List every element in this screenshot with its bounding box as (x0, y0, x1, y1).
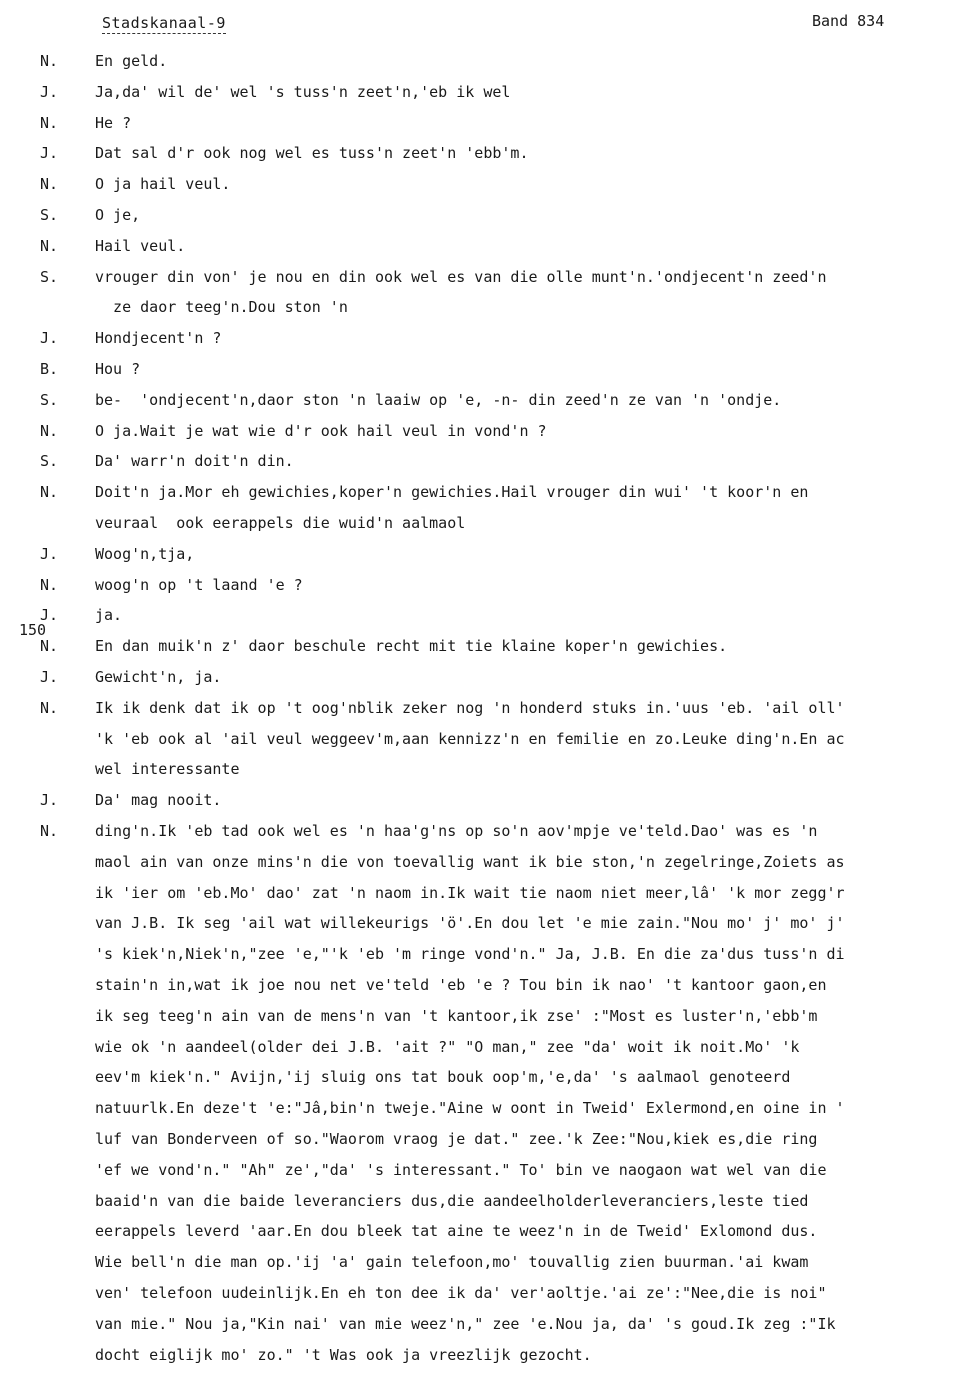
line-text: wie ok 'n aandeel(older dei J.B. 'ait ?" "O man," zee "da' woit ik noit.Mo' 'k (95, 1037, 800, 1056)
transcript-line (0, 77, 973, 107)
transcript-line (0, 1062, 973, 1092)
document-title: Stadskanaal-9 (102, 14, 226, 32)
margin-annotation: 150 (19, 621, 47, 639)
speaker-label: N. (40, 637, 59, 656)
line-text: O ja hail veul. (95, 175, 231, 194)
speaker-label: J. (40, 329, 59, 348)
transcript-line (0, 970, 973, 1000)
speaker-label: S. (40, 452, 59, 471)
speaker-label: J. (40, 144, 59, 163)
transcript-line (0, 908, 973, 938)
transcript-line (0, 570, 973, 600)
transcript-line (0, 292, 973, 322)
transcript-line (0, 262, 973, 292)
speaker-label: N. (40, 698, 59, 717)
line-text: wel interessante (95, 760, 240, 779)
line-text: luf van Bonderveen of so."Waorom vraog je dat." zee.'k Zee:"Nou,kiek es,die ring (95, 1130, 818, 1148)
transcript-line (0, 231, 973, 261)
line-text: En geld. (95, 52, 168, 70)
transcript-line (0, 878, 973, 908)
line-text: woog'n op 't laand 'e ? (95, 575, 303, 594)
transcript-line (0, 108, 973, 138)
speaker-label: J. (40, 668, 59, 686)
line-text: ik 'ier om 'eb.Mo' dao' zat 'n naom in.Ik wait tie naom niet meer,lâ' 'k mor zegg'r (95, 883, 845, 902)
line-text: ik seg teeg'n ain van de mens'n van 't kantoor,ik zse' :"Most es luster'n,'ebb'm (95, 1006, 818, 1025)
transcript-line (0, 1340, 973, 1370)
transcript-line (0, 1186, 973, 1216)
speaker-label: N. (40, 483, 59, 502)
speaker-label: N. (40, 175, 59, 194)
line-text: 'ef we vond'n." "Ah" ze',"da' 's interessant." To' bin ve naogaon wat wel van die (95, 1160, 827, 1179)
line-text: van J.B. Ik seg 'ail wat willekeurigs 'ö'.En dou let 'e mie zain."Nou mo' j' mo' j' (95, 914, 845, 933)
speaker-label: N. (40, 113, 59, 132)
transcript-line (0, 385, 973, 415)
speaker-label: N. (40, 421, 59, 440)
line-text: Hou ? (95, 360, 141, 378)
speaker-label: S. (40, 267, 59, 286)
line-text: ja. (95, 606, 123, 625)
transcript-line (0, 847, 973, 877)
speaker-label: J. (40, 544, 59, 563)
transcript-line (0, 785, 973, 815)
speaker-label: S. (40, 206, 59, 224)
line-text: Da' warr'n doit'n din. (95, 452, 294, 471)
line-text: maol ain van onze mins'n die von toevallig want ik bie ston,'n zegelringe,Zoiets as (95, 852, 845, 871)
line-text: 's kiek'n,Niek'n,"zee 'e,"'k 'eb 'm ringe vond'n." Ja, J.B. En die za'dus tuss'n di (95, 945, 845, 964)
speaker-label: J. (40, 606, 59, 625)
line-text: Dat sal d'r ook nog wel es tuss'n zeet'n 'ebb'm. (95, 144, 529, 163)
line-text: Da' mag nooit. (95, 791, 222, 810)
transcript-line (0, 477, 973, 507)
line-text: eev'm kiek'n." Avijn,'ij sluig ons tat bouk oop'm,'e,da' 's aalmaol genoteerd (95, 1068, 791, 1087)
transcript-line (0, 631, 973, 661)
line-text: Wie bell'n die man op.'ij 'a' gain telefoon,mo' touvallig zien buurman.'ai kwam (95, 1253, 809, 1272)
line-text: Gewicht'n, ja. (95, 668, 222, 686)
line-text: Ik ik denk dat ik op 't oog'nblik zeker nog 'n honderd stuks in.'uus 'eb. 'ail oll' (95, 698, 845, 717)
line-text: docht eiglijk mo' zo." 't Was ook ja vreezlijk gezocht. (95, 1345, 592, 1364)
speaker-label: N. (40, 575, 59, 594)
transcript-line (0, 724, 973, 754)
line-text: van mie." Nou ja,"Kin nai' van mie weez'n," zee 'e.Nou ja, da' 's goud.Ik zeg :"Ik (95, 1314, 836, 1333)
transcript-line (0, 1216, 973, 1246)
line-text: Hondjecent'n ? (95, 329, 222, 348)
line-text: veuraal ook eerappels die wuid'n aalmaol (95, 514, 466, 532)
transcript-line (0, 1309, 973, 1339)
line-text: ze daor teeg'n.Dou ston 'n (95, 298, 348, 317)
speaker-label: N. (40, 822, 59, 840)
transcript-line (0, 754, 973, 784)
speaker-label: J. (40, 82, 59, 101)
transcript-line (0, 539, 973, 569)
transcript-line (0, 46, 973, 76)
line-text: natuurlk.En deze't 'e:"Jâ,bin'n tweje."Aine w oont in Tweid' Exlermond,en oine in ' (95, 1099, 845, 1118)
transcript-line (0, 600, 973, 630)
transcript-line (0, 169, 973, 199)
speaker-label: N. (40, 236, 59, 255)
line-text: En dan muik'n z' daor beschule recht mit tie klaine koper'n gewichies. (95, 637, 728, 656)
line-text: stain'n in,wat ik joe nou net ve'teld 'eb 'e ? Tou bin ik nao' 't kantoor gaon,en (95, 976, 827, 994)
speaker-label: N. (40, 52, 59, 70)
transcript-line (0, 1278, 973, 1308)
line-text: O ja.Wait je wat wie d'r ook hail veul in vond'n ? (95, 421, 547, 440)
line-text: Woog'n,tja, (95, 544, 195, 563)
transcript-line (0, 138, 973, 168)
transcript-line (0, 1124, 973, 1154)
transcript-line (0, 446, 973, 476)
transcript-line (0, 354, 973, 384)
transcript-line (0, 662, 973, 692)
line-text: baaid'n van die baide leveranciers dus,die aandeelholderleveranciers,leste tied (95, 1191, 809, 1210)
transcript-line (0, 693, 973, 723)
line-text: 'k 'eb ook al 'ail veul weggeev'm,aan kennizz'n en femilie en zo.Leuke ding'n.En ac (95, 729, 845, 748)
band-number: Band 834 (812, 12, 885, 30)
line-text: ven' telefoon uudeinlijk.En eh ton dee ik da' ver'aoltje.'ai ze':"Nee,die is noi" (95, 1284, 827, 1302)
speaker-label: S. (40, 390, 59, 409)
transcript-line (0, 939, 973, 969)
transcript-line (0, 1032, 973, 1062)
line-text: eerappels leverd 'aar.En dou bleek tat aine te weez'n in de Tweid' Exlomond dus. (95, 1222, 818, 1241)
line-text: ding'n.Ik 'eb tad ook wel es 'n haa'g'ns op so'n aov'mpje ve'teld.Dao' was es 'n (95, 822, 818, 840)
transcript-line (0, 1093, 973, 1123)
line-text: be- 'ondjecent'n,daor ston 'n laaiw op 'e, -n- din zeed'n ze van 'n 'ondje. (95, 390, 782, 409)
transcript-line (0, 323, 973, 353)
transcript-line (0, 1155, 973, 1185)
transcript-line (0, 1001, 973, 1031)
line-text: O je, (95, 206, 141, 224)
transcript-line (0, 508, 973, 538)
transcript-line (0, 1247, 973, 1277)
line-text: vrouger din von' je nou en din ook wel es van die olle munt'n.'ondjecent'n zeed'n (95, 267, 827, 286)
line-text: Ja,da' wil de' wel 's tuss'n zeet'n,'eb ik wel (95, 82, 511, 101)
transcript-line (0, 200, 973, 230)
speaker-label: J. (40, 791, 59, 810)
transcript-line (0, 416, 973, 446)
speaker-label: B. (40, 360, 59, 378)
line-text: Hail veul. (95, 236, 186, 255)
transcript-line (0, 816, 973, 846)
line-text: He ? (95, 113, 132, 132)
line-text: Doit'n ja.Mor eh gewichies,koper'n gewichies.Hail vrouger din wui' 't koor'n en (95, 483, 809, 502)
